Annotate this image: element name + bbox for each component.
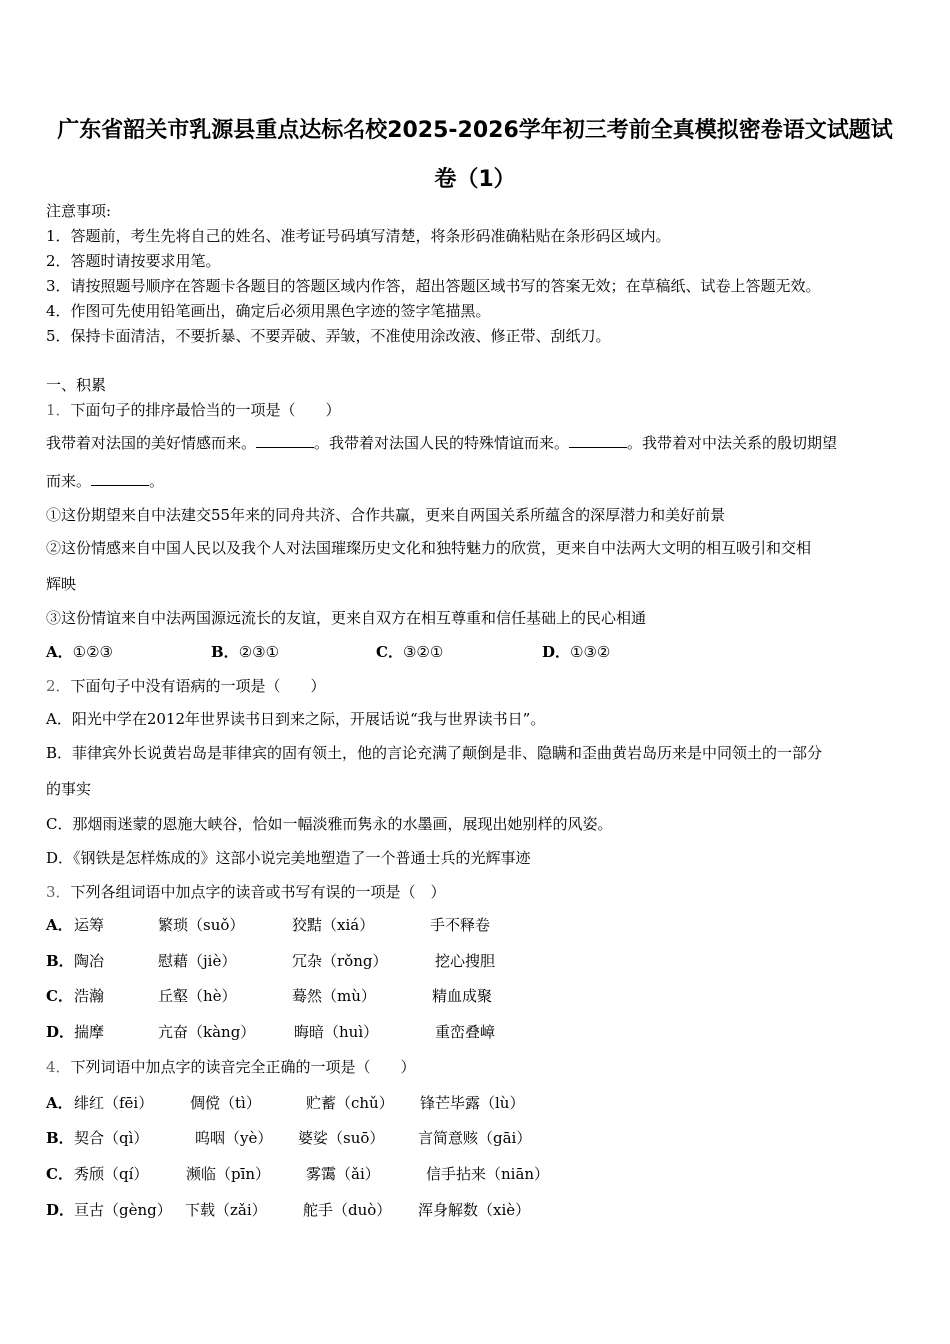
option-c[interactable]: C．③②① xyxy=(376,643,444,661)
question-2-stem xyxy=(46,676,326,696)
option-letter: A． xyxy=(46,916,73,934)
stem-text: 下列词语中加点字的读音完全正确的一项是（ ） xyxy=(70,1058,416,1076)
q1-passage-line1 xyxy=(46,433,837,453)
question-number: 4． xyxy=(46,1058,71,1076)
title-line-2: 卷（1） xyxy=(434,167,516,192)
option-a[interactable]: A．①②③ xyxy=(46,643,113,661)
option-letter: D． xyxy=(46,1023,75,1041)
option-word: 婆娑（suō） xyxy=(298,1129,385,1147)
passage-text: 。我带着对中法关系的殷切期望 xyxy=(627,434,838,452)
q1-sentence-2-cont: 辉映 xyxy=(46,575,77,593)
option-word: 丘壑（hè） xyxy=(158,987,237,1005)
question-4-stem xyxy=(46,1057,416,1077)
section-heading: 一、积累 xyxy=(46,376,107,394)
blank xyxy=(569,433,627,448)
option-word: 言简意赅（gāi） xyxy=(418,1129,532,1147)
option-word: 浑身解数（xiè） xyxy=(418,1201,531,1219)
option-word: 下载（zǎi） xyxy=(185,1201,267,1219)
option-letter: C． xyxy=(46,987,73,1005)
q2-option-b-cont: 的事实 xyxy=(46,780,92,798)
option-word: 手不释卷 xyxy=(430,916,491,934)
option-word: 雾霭（ǎi） xyxy=(306,1165,380,1183)
option-word: 倜傥（tì） xyxy=(190,1094,261,1112)
q2-option-b[interactable]: B．菲律宾外长说黄岩岛是菲律宾的固有领土，他的言论充满了颠倒是非、隐瞒和歪曲黄岩岛历来是中同领土的一部分 xyxy=(46,744,823,762)
option-word: 挖心搜胆 xyxy=(435,952,496,970)
option-word: 亢奋（kàng） xyxy=(158,1023,256,1041)
option-letter: A． xyxy=(46,1094,73,1112)
stem-text: 下面句子的排序最恰当的一项是（ ） xyxy=(70,401,341,419)
option-word: 契合（qì） xyxy=(74,1129,149,1147)
stem-text: 下面句子中没有语病的一项是（ ） xyxy=(70,677,326,695)
question-1-stem xyxy=(46,400,341,420)
option-word: 精血成聚 xyxy=(432,987,493,1005)
q1-passage-line2 xyxy=(46,471,164,491)
option-word: 浩瀚 xyxy=(74,987,105,1005)
notice-item: 3．请按照题号顺序在答题卡各题目的答题区域内作答，超出答题区域书写的答案无效；在草稿纸、试卷上答题无效。 xyxy=(46,277,821,295)
option-word: 信手拈来（niān） xyxy=(426,1165,550,1183)
notice-item: 5．保持卡面清洁，不要折暴、不要弄破、弄皱，不准使用涂改液、修正带、刮纸刀。 xyxy=(46,327,611,345)
option-d[interactable]: D．①③② xyxy=(542,643,611,661)
question-3-stem xyxy=(46,882,446,902)
passage-text: 我带着对法国的美好情感而来。 xyxy=(46,434,257,452)
option-word: 繁琐（suǒ） xyxy=(158,916,245,934)
q2-option-d[interactable]: D．《钢铁是怎样炼成的》这部小说完美地塑造了一个普通士兵的光辉事迹 xyxy=(46,849,531,867)
option-word: 运筹 xyxy=(74,916,105,934)
option-letter: D． xyxy=(46,1201,75,1219)
q2-option-c[interactable]: C．那烟雨迷蒙的恩施大峡谷，恰如一幅淡雅而隽永的水墨画，展现出她别样的风姿。 xyxy=(46,815,613,833)
option-letter: B． xyxy=(46,952,74,970)
q1-sentence-3: ③这份情谊来自中法两国源远流长的友谊，更来自双方在相互尊重和信任基础上的民心相通 xyxy=(46,609,647,627)
option-word: 贮蓄（chǔ） xyxy=(306,1094,394,1112)
option-word: 蓦然（mù） xyxy=(292,987,376,1005)
notice-heading: 注意事项: xyxy=(46,202,112,220)
option-word: 揣摩 xyxy=(74,1023,105,1041)
option-word: 重峦叠嶂 xyxy=(435,1023,496,1041)
option-letter: B． xyxy=(46,1129,74,1147)
notice-item: 2．答题时请按要求用笔。 xyxy=(46,252,221,270)
question-number: 1． xyxy=(46,401,71,419)
option-word: 锋芒毕露（lù） xyxy=(420,1094,525,1112)
option-word: 晦暗（huì） xyxy=(294,1023,379,1041)
option-word: 狡黠（xiá） xyxy=(292,916,375,934)
option-word: 秀颀（qí） xyxy=(74,1165,149,1183)
option-word: 舵手（duò） xyxy=(303,1201,392,1219)
q2-option-a[interactable]: A．阳光中学在2012年世界读书日到来之际，开展话说“我与世界读书日”。 xyxy=(46,710,546,728)
option-word: 绯红（fēi） xyxy=(74,1094,154,1112)
option-word: 陶冶 xyxy=(74,952,105,970)
option-b[interactable]: B．②③① xyxy=(211,643,280,661)
blank xyxy=(91,471,149,486)
option-letter: C． xyxy=(46,1165,73,1183)
passage-text: 而来。 xyxy=(46,472,92,490)
option-word: 濒临（pīn） xyxy=(186,1165,271,1183)
option-word: 慰藉（jiè） xyxy=(158,952,237,970)
question-number: 2． xyxy=(46,677,71,695)
title-line-1: 广东省韶关市乳源县重点达标名校2025-2026学年初三考前全真模拟密卷语文试题试 xyxy=(57,118,893,143)
stem-text: 下列各组词语中加点字的读音或书写有误的一项是（ ） xyxy=(70,883,446,901)
option-word: 亘古（gèng） xyxy=(74,1201,172,1219)
q1-sentence-2: ②这份情感来自中国人民以及我个人对法国璀璨历史文化和独特魅力的欣赏，更来自中法两大文明的相互吸引和交相 xyxy=(46,539,812,557)
option-word: 冗杂（rǒng） xyxy=(292,952,388,970)
blank xyxy=(256,433,314,448)
notice-item: 1．答题前，考生先将自己的姓名、准考证号码填写清楚，将条形码准确粘贴在条形码区域内。 xyxy=(46,227,671,245)
q1-sentence-1: ①这份期望来自中法建交55年来的同舟共济、合作共赢，更来自两国关系所蕴含的深厚潜力和美好前景 xyxy=(46,506,726,524)
notice-item: 4．作图可先使用铅笔画出，确定后必须用黑色字迹的签字笔描黑。 xyxy=(46,302,491,320)
passage-text: 。我带着对法国人民的特殊情谊而来。 xyxy=(314,434,570,452)
question-number: 3． xyxy=(46,883,71,901)
passage-text: 。 xyxy=(149,472,165,490)
option-word: 呜咽（yè） xyxy=(195,1129,273,1147)
